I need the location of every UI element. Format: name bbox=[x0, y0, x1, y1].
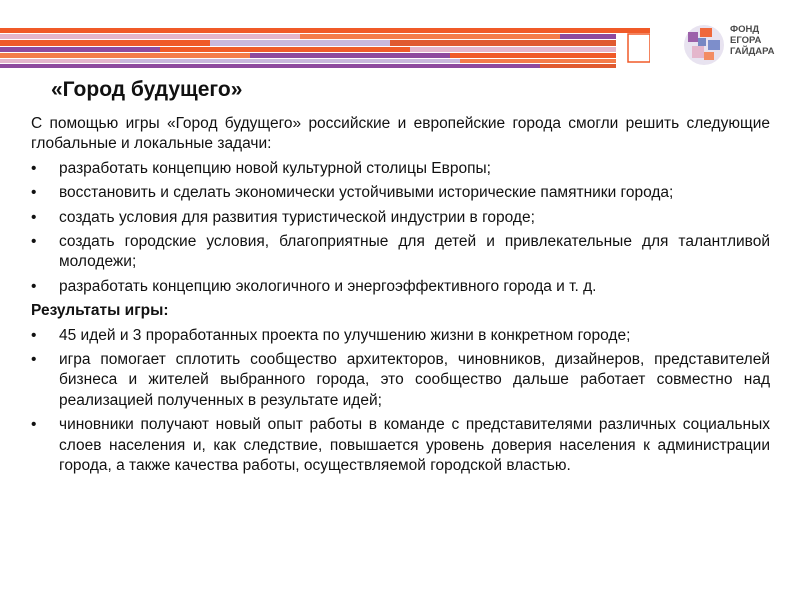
logo-line: ФОНД bbox=[730, 24, 760, 35]
list-item-text: чиновники получают новый опыт работы в команде с представителями различных социальных слоев населения и, как следствие, повышается уровень доверия населения к администрации города, а также качества работы, осуществляемой городской властью. bbox=[59, 416, 770, 475]
list-item-text: создать условия для развития туристической индустрии в городе; bbox=[59, 208, 535, 226]
list-item bbox=[31, 277, 770, 297]
results-heading: Результаты игры: bbox=[31, 302, 169, 320]
tasks-list bbox=[31, 159, 770, 297]
slide-content bbox=[31, 114, 770, 481]
bullet: • bbox=[31, 277, 37, 295]
list-item bbox=[31, 232, 770, 273]
bullet: • bbox=[31, 233, 37, 251]
bullet: • bbox=[31, 351, 37, 369]
logo-line: ГАЙДАРА bbox=[730, 46, 775, 57]
intro-paragraph: С помощью игры «Город будущего» российские и европейские города смогли решить следующие глобальные и локальные задачи: bbox=[31, 115, 770, 153]
bullet: • bbox=[31, 159, 37, 177]
list-item bbox=[31, 183, 770, 203]
page-title: «Город будущего» bbox=[51, 78, 243, 101]
logo-line: ЕГОРА bbox=[730, 35, 762, 46]
list-item bbox=[31, 159, 770, 179]
list-item-text: 45 идей и 3 проработанных проекта по улучшению жизни в конкретном городе; bbox=[59, 326, 631, 344]
list-item-text: создать городские условия, благоприятные для детей и привлекательные для талантливой молодежи; bbox=[59, 233, 770, 271]
list-item bbox=[31, 326, 770, 346]
bullet: • bbox=[31, 184, 37, 202]
bullet: • bbox=[31, 208, 37, 226]
bullet: • bbox=[31, 416, 37, 434]
bullet: • bbox=[31, 326, 37, 344]
list-item-text: разработать концепцию новой культурной столицы Европы; bbox=[59, 159, 491, 177]
results-list bbox=[31, 326, 770, 477]
list-item bbox=[31, 208, 770, 228]
list-item-text: игра помогает сплотить сообщество архитекторов, чиновников, дизайнеров, представителей бизнеса и жителей выбранного города, это сообщество дальше работает совместно над реализацией полученных в результате идей; bbox=[59, 351, 770, 409]
header-stripes-decoration bbox=[0, 28, 650, 70]
list-item-text: разработать концепцию экологичного и энергоэффективного города и т. д. bbox=[59, 277, 597, 295]
list-item-text: восстановить и сделать экономически устойчивыми исторические памятники города; bbox=[59, 184, 674, 202]
list-item bbox=[31, 415, 770, 476]
list-item bbox=[31, 350, 770, 411]
logo-text bbox=[730, 24, 774, 57]
